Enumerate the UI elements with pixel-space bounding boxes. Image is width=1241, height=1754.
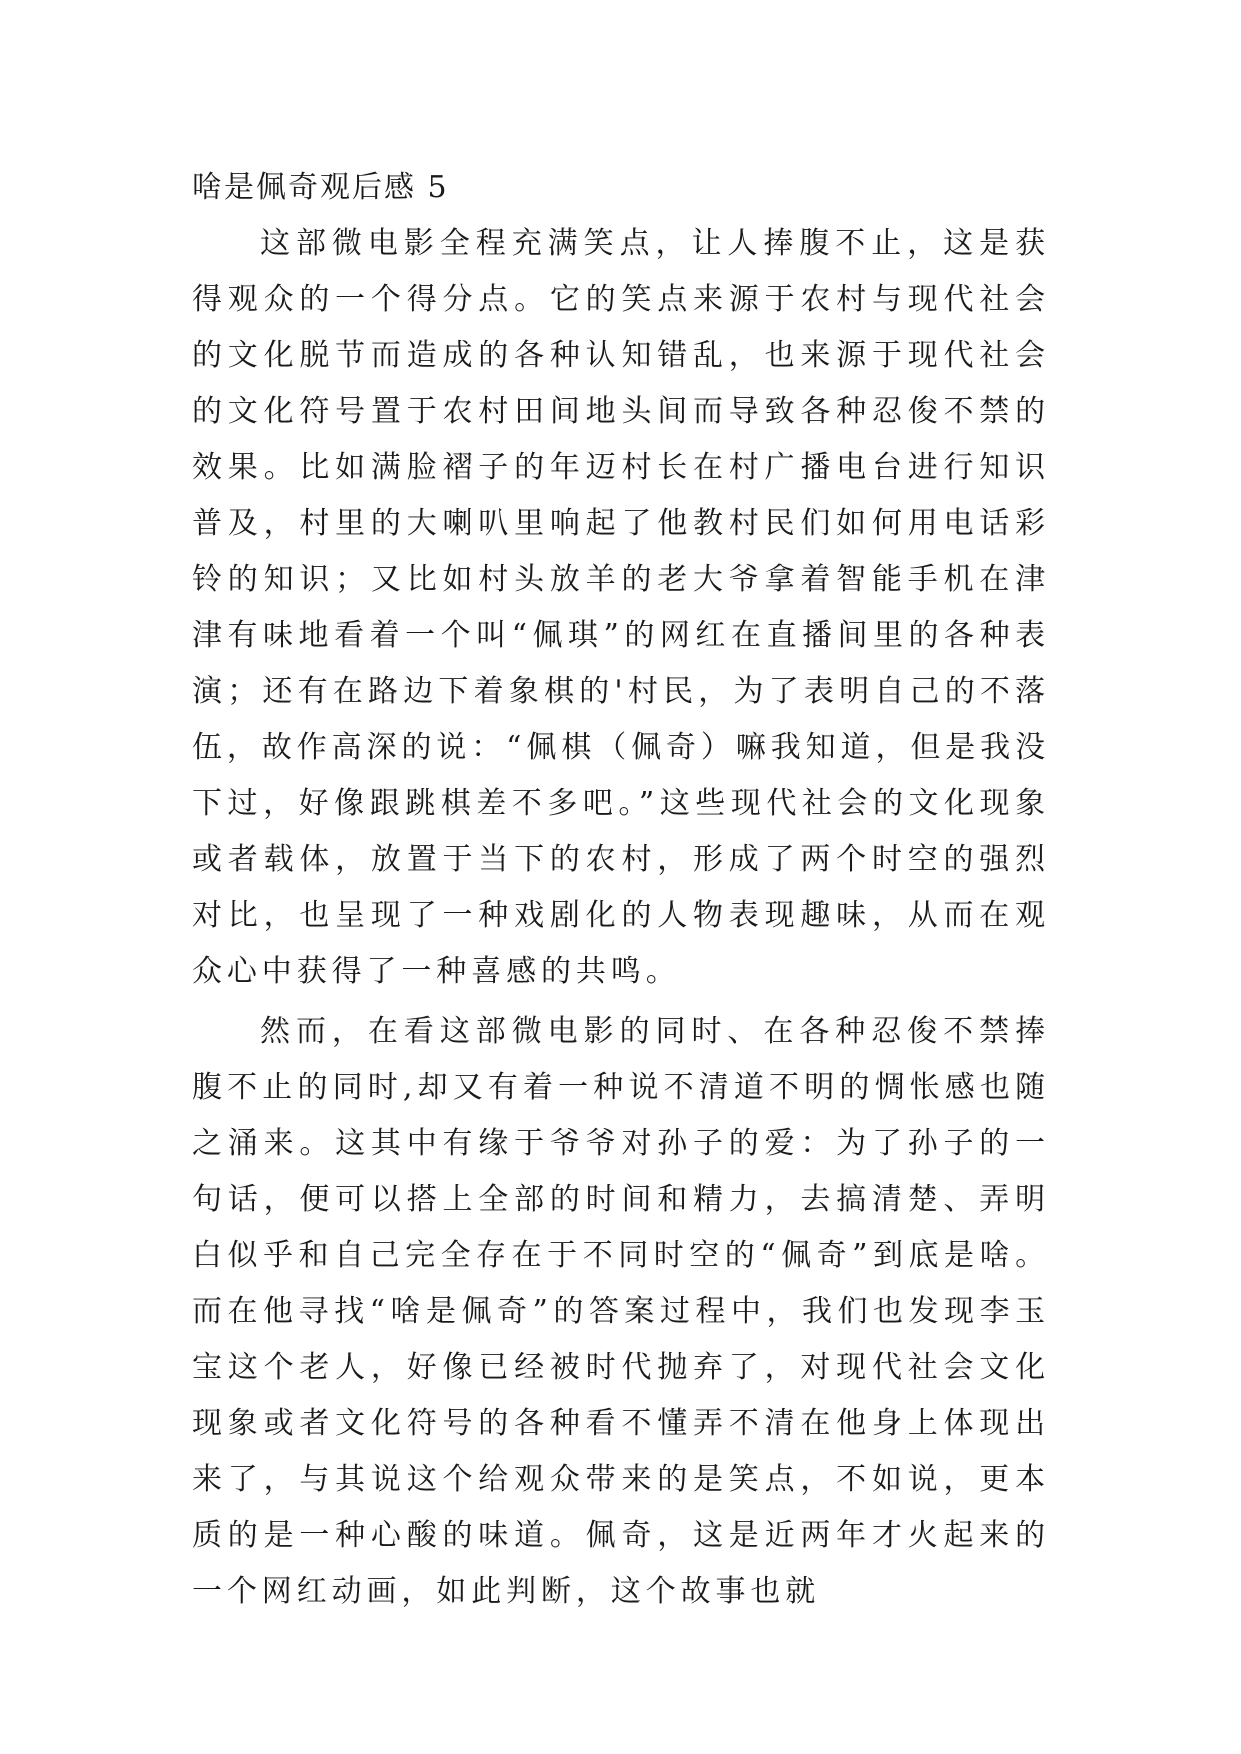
document-body	[192, 160, 1050, 1620]
paragraph-1: 这部微电影全程充满笑点，让人捧腹不止，这是获得观众的一个得分点。它的笑点来源于农村与现代社会的文化脱节而造成的各种认知错乱，也来源于现代社会的文化符号置于农村田间地头间而导致各种忍俊不禁的效果。比如满脸褶子的年迈村长在村广播电台进行知识普及，村里的大喇叭里响起了他教村民们如何用电话彩铃的知识；又比如村头放羊的老大爷拿着智能手机在津津有味地看着一个叫“佩琪”的网红在直播间里的各种表演；还有在路边下着象棋的'村民，为了表明自己的不落伍，故作高深的说：“佩棋（佩奇）嘛我知道，但是我没下过，好像跟跳棋差不多吧。”这些现代社会的文化现象或者载体，放置于当下的农村，形成了两个时空的强烈对比，也呈现了一种戏剧化的人物表现趣味，从而在观众心中获得了一种喜感的共鸣。	[192, 226, 1050, 989]
document-title: 啥是佩奇观后感 5	[192, 170, 449, 205]
paragraph-2: 然而，在看这部微电影的同时、在各种忍俊不禁捧腹不止的同时,却又有着一种说不清道不明的惆怅感也随之涌来。这其中有缘于爷爷对孙子的爱：为了孙子的一句话，便可以搭上全部的时间和精力，去搞清楚、弄明白似乎和自己完全存在于不同时空的“佩奇”到底是啥。而在他寻找“啥是佩奇”的答案过程中，我们也发现李玉宝这个老人，好像已经被时代抛弃了，对现代社会文化现象或者文化符号的各种看不懂弄不清在他身上体现出来了，与其说这个给观众带来的是笑点，不如说，更本质的是一种心酸的味道。佩奇，这是近两年才火起来的一个网红动画，如此判断，这个故事也就	[192, 1014, 1050, 1609]
